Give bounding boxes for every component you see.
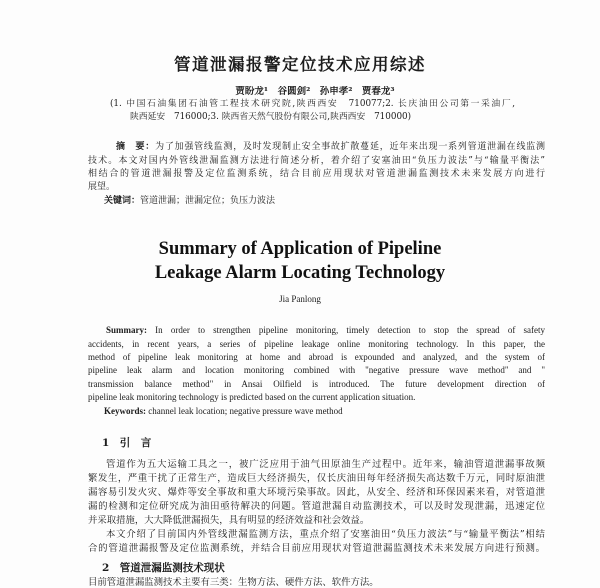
keywords-label: 关键词：	[104, 196, 141, 206]
abstract-label: 摘 要：	[116, 142, 156, 152]
keywords-en-label: Keywords:	[104, 406, 146, 416]
abstract-line: 展望。	[88, 182, 116, 192]
abstract-line	[116, 141, 545, 153]
section-heading: 1 引 言	[102, 437, 152, 449]
summary-text: In order to strengthen pipeline monitoring, timely detection to stop the spread of safety	[155, 325, 545, 335]
summary-line: method of pipeline leak monitoring at home and abroad is expounded and analyzed, and the system of	[88, 352, 545, 362]
english-title-line: Leakage Alarm Locating Technology	[154, 263, 446, 283]
body-line: 漏容易引发火灾、爆炸等安全事故和重大环境污染事故。因此，从安全、经济和环保因素来看，对管道泄	[88, 487, 545, 498]
abstract-line: 相结合的管道泄漏报警及定位监测系统，结合目前应用现状对管道泄漏监测技术未来发展方向进行	[88, 169, 545, 179]
body-line: 本文介绍了目前国内外管线泄漏监测方法，重点介绍了安塞油田“负压力波法”与“输量平衡法”相结	[106, 529, 545, 540]
affiliation-line: 陕西延安 716000;3. 陕西省天然气股份有限公司,陕西西安 710000)	[130, 112, 412, 122]
summary-line: transmission balance method" in Ansai Oilfield is introduced. The future development direction of	[88, 379, 545, 389]
english-title-line: Summary of Application of Pipeline	[158, 239, 442, 259]
body-line: 管道作为五大运输工具之一，被广泛应用于油气田原油生产过程中。近年来，输油管道泄漏事故频	[106, 459, 545, 470]
summary-line: pipeline leak alarm and location monitoring combined with "negative pressure wave method" and "	[88, 365, 545, 375]
keywords-cn	[104, 195, 404, 207]
body-line: 合的管道泄漏报警及定位监测系统，并结合目前应用现状对管道泄漏监测技术未来发展方向进行预测。	[88, 543, 545, 554]
summary-line: accidents, in recent years, a series of pipeline leakage online monitoring technology. In this paper, the	[88, 339, 545, 349]
summary-line	[106, 324, 545, 336]
affiliation-line: (1. 中国石油集团石油管工程技术研究院,陕西西安 710077;2. 长庆油田公司第一采油厂,	[110, 99, 515, 109]
body-line: 漏的检测和定位研究成为油田亟待解决的问题。管道泄漏自动监测技术，可以及时发现泄漏，迅速定位	[88, 501, 545, 512]
body-line: 并采取措施，大大降低泄漏损失，具有明显的经济效益和社会效益。	[88, 515, 370, 526]
english-author: Jia Panlong	[279, 294, 321, 304]
keywords-en-text: channel leak location; negative pressure wave method	[148, 406, 343, 416]
section-heading: 2 管道泄漏监测技术现状	[102, 562, 225, 574]
summary-line: pipeline leak monitoring technology is predicted based on the current application situation.	[88, 392, 416, 402]
paper-title: 管道泄漏报警定位技术应用综述	[174, 55, 426, 74]
keywords-text: 管道泄漏；泄漏定位；负压力波法	[140, 196, 276, 206]
keywords-en	[104, 405, 544, 417]
author-list: 贾盼龙¹ 谷圆剑² 孙申孝² 贾春龙³	[235, 86, 395, 97]
body-line: 目前管道泄漏监测技术主要有三类：生物方法、硬件方法、软件方法。	[88, 577, 379, 588]
summary-label: Summary:	[106, 325, 147, 335]
abstract-text: 为了加强管线监测，及时发现制止安全事故扩散蔓延，近年来出现一系列管道泄漏在线监测	[155, 142, 545, 152]
body-line: 繁发生，严重干扰了正常生产，造成巨大经济损失，仅长庆油田每年经济损失高达数千万元，同时原油泄	[88, 473, 545, 484]
abstract-line: 技术。本文对国内外管线泄漏监测方法进行简述分析，着介绍了安塞油田“负压力波法”与“输量平衡法”	[88, 156, 545, 166]
